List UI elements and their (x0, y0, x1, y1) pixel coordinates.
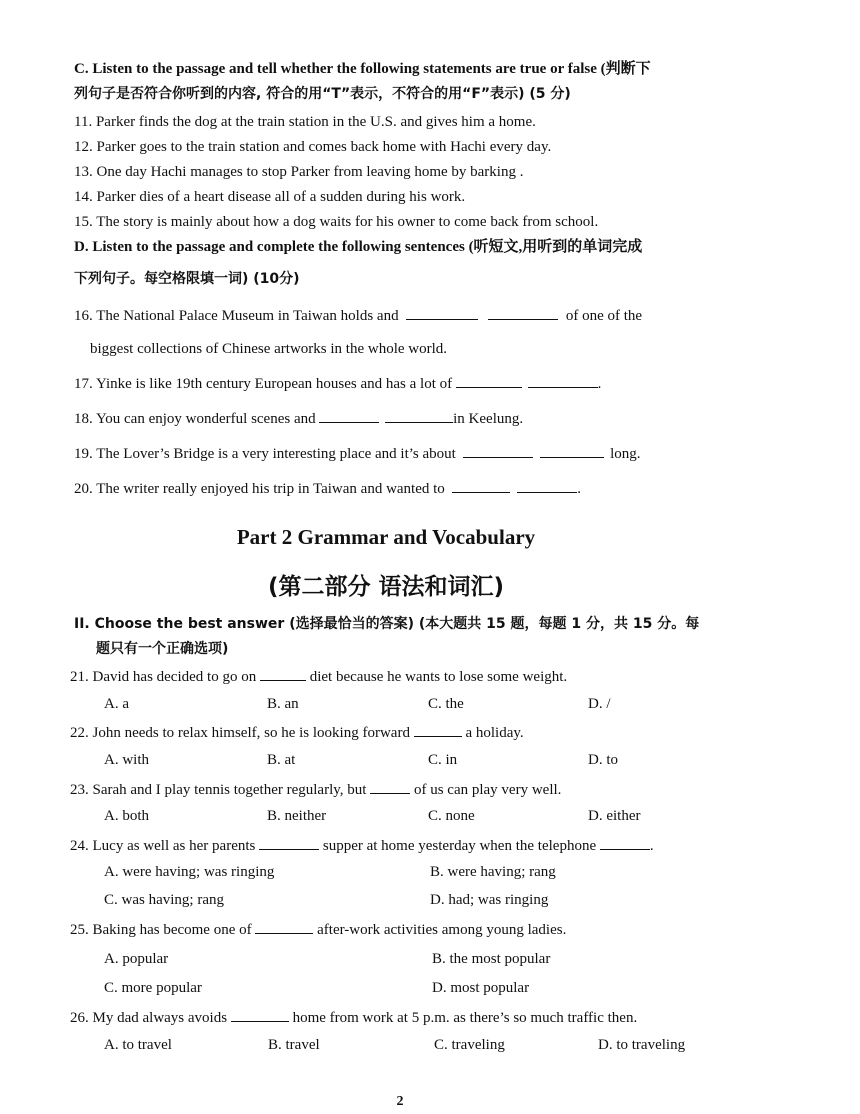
answer-blank[interactable] (540, 443, 604, 458)
answer-blank[interactable] (414, 722, 462, 737)
sentence-16 (74, 305, 642, 325)
question-24 (70, 835, 654, 855)
answer-blank[interactable] (456, 373, 522, 388)
statement-14: 14. Parker dies of a heart disease all of a sudden during his work. (74, 189, 466, 205)
question-25 (70, 919, 566, 939)
answer-blank[interactable] (260, 666, 306, 681)
question-stem: a holiday. (465, 725, 524, 741)
section-d-heading-line1: D. Listen to the passage and complete the following sentences (听短文,用听到的单词完成 (74, 239, 643, 255)
option-c[interactable]: C. the (428, 696, 464, 712)
answer-blank[interactable] (528, 373, 598, 388)
question-stem: 22. John needs to relax himself, so he is looking forward (70, 725, 410, 741)
part-2-title: Part 2 Grammar and Vocabulary (236, 525, 536, 549)
sentence-19 (74, 443, 641, 463)
question-22 (70, 722, 524, 742)
section-c-heading-line2: 列句子是否符合你听到的内容, 符合的用“T”表示，不符合的用“F”表示) (5 分) (74, 86, 571, 102)
question-stem: of us can play very well. (413, 782, 562, 798)
sentence-20 (74, 478, 581, 498)
question-stem: 21. David has decided to go on (70, 669, 257, 685)
answer-blank[interactable] (406, 305, 478, 320)
question-stem: 24. Lucy as well as her parents (70, 838, 256, 854)
question-stem: home from work at 5 p.m. as there’s so much traffic then. (292, 1010, 638, 1026)
option-d[interactable]: D. / (588, 696, 611, 712)
sentence-19-part1: 19. The Lover’s Bridge is a very interesting place and it’s about (74, 446, 456, 462)
option-c[interactable]: C. was having; rang (104, 892, 224, 908)
option-a[interactable]: A. popular (104, 951, 169, 967)
question-26 (70, 1007, 637, 1027)
option-b[interactable]: B. at (267, 752, 296, 768)
option-d[interactable]: D. either (588, 808, 641, 824)
sentence-20-part2: . (577, 481, 582, 497)
option-b[interactable]: B. were having; rang (430, 864, 556, 880)
option-d[interactable]: D. to (588, 752, 618, 768)
sentence-18 (74, 408, 523, 428)
option-c[interactable]: C. in (428, 752, 458, 768)
sentence-16-continuation: biggest collections of Chinese artworks in the whole world. (90, 341, 448, 357)
sentence-19-part2: long. (610, 446, 641, 462)
option-c[interactable]: C. more popular (104, 980, 202, 996)
sentence-17-part2: . (597, 376, 602, 392)
option-a[interactable]: A. both (104, 808, 149, 824)
section-ii-heading-line1: II. Choose the best answer (选择最恰当的答案) (本大题共 15 题，每题 1 分，共 15 分。每 (74, 616, 700, 632)
question-stem: after-work activities among young ladies. (317, 922, 567, 938)
answer-blank[interactable] (517, 478, 577, 493)
answer-blank[interactable] (385, 408, 453, 423)
answer-blank[interactable] (319, 408, 379, 423)
option-d[interactable]: D. most popular (432, 980, 530, 996)
sentence-16-part2: of one of the (565, 308, 643, 324)
answer-blank[interactable] (231, 1007, 289, 1022)
question-stem: diet because he wants to lose some weight. (309, 669, 568, 685)
option-d[interactable]: D. had; was ringing (430, 892, 549, 908)
section-ii-heading-line2: 题只有一个正确选项) (96, 641, 229, 657)
option-c[interactable]: C. traveling (434, 1037, 505, 1053)
section-d-heading-line2: 下列句子。每空格限填一词) (10分) (74, 271, 300, 287)
option-b[interactable]: B. the most popular (432, 951, 551, 967)
question-23 (70, 779, 561, 799)
question-stem: 25. Baking has become one of (70, 922, 252, 938)
question-stem: supper at home yesterday when the telephone (322, 838, 597, 854)
option-a[interactable]: A. were having; was ringing (104, 864, 275, 880)
statement-13: 13. One day Hachi manages to stop Parker from leaving home by barking . (74, 164, 524, 180)
option-c[interactable]: C. none (428, 808, 475, 824)
section-c-heading-line1: C. Listen to the passage and tell whether the following statements are true or false (判断下 (74, 61, 651, 77)
option-a[interactable]: A. to travel (104, 1037, 172, 1053)
question-21 (70, 666, 567, 686)
page-number: 2 (396, 1094, 404, 1109)
answer-blank[interactable] (259, 835, 319, 850)
option-b[interactable]: B. travel (268, 1037, 320, 1053)
answer-blank[interactable] (370, 779, 410, 794)
question-stem: 23. Sarah and I play tennis together regularly, but (70, 782, 367, 798)
part-2-title-chinese: (第二部分 语法和词汇) (267, 574, 505, 600)
statement-15: 15. The story is mainly about how a dog waits for his owner to come back from school. (74, 214, 599, 230)
sentence-17-part1: 17. Yinke is like 19th century European houses and has a lot of (74, 376, 453, 392)
sentence-17 (74, 373, 601, 393)
statement-12: 12. Parker goes to the train station and comes back home with Hachi every day. (74, 139, 552, 155)
option-b[interactable]: B. an (267, 696, 299, 712)
sentence-18-part2: in Keelung. (453, 411, 524, 427)
statement-11: 11. Parker finds the dog at the train station in the U.S. and gives him a home. (74, 114, 536, 130)
question-stem: . (649, 838, 654, 854)
sentence-16-part1: 16. The National Palace Museum in Taiwan holds and (74, 308, 399, 324)
answer-blank[interactable] (463, 443, 533, 458)
answer-blank[interactable] (488, 305, 558, 320)
sentence-20-part1: 20. The writer really enjoyed his trip in Taiwan and wanted to (74, 481, 445, 497)
option-a[interactable]: A. a (104, 696, 129, 712)
answer-blank[interactable] (452, 478, 510, 493)
option-b[interactable]: B. neither (267, 808, 327, 824)
option-d[interactable]: D. to traveling (598, 1037, 686, 1053)
question-stem: 26. My dad always avoids (70, 1010, 228, 1026)
option-a[interactable]: A. with (104, 752, 149, 768)
answer-blank[interactable] (255, 919, 313, 934)
sentence-18-part1: 18. You can enjoy wonderful scenes and (74, 411, 316, 427)
answer-blank[interactable] (600, 835, 650, 850)
